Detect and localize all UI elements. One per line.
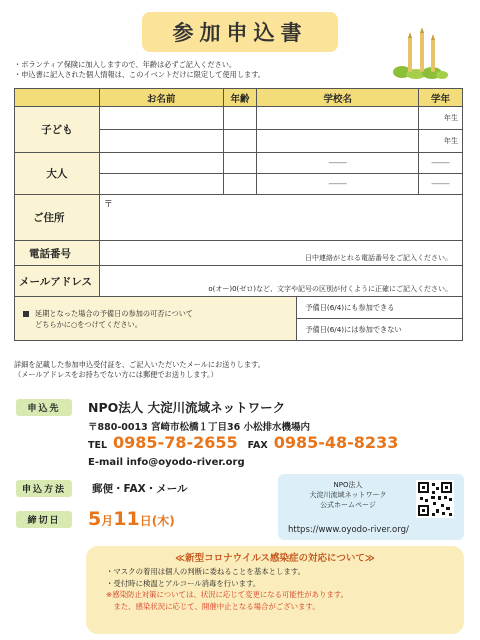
adult-grade-dash: ―― bbox=[419, 174, 463, 195]
deadline-tag: 締切日 bbox=[16, 511, 72, 528]
covid-notice bbox=[86, 546, 464, 634]
header-age: 年齢 bbox=[223, 89, 257, 107]
apply-to-tag: 申込先 bbox=[16, 399, 72, 416]
method-tag: 申込方法 bbox=[16, 480, 72, 497]
confirmation-note bbox=[14, 360, 265, 380]
deadline-day-unit: 日 bbox=[139, 514, 152, 528]
contact-email[interactable]: E-mail info@oyodo-river.org bbox=[88, 457, 245, 468]
adult-school-dash: ―― bbox=[257, 174, 419, 195]
notice-item: ・マスクの着用は個人の判断に委ねることを基本とします。 bbox=[106, 567, 305, 576]
adult-age-field-1[interactable] bbox=[223, 153, 257, 174]
email-hint: o(オー)0(ゼロ)など、文字や記号の区別が付くように正確にご記入ください。 bbox=[208, 285, 452, 293]
phone-label: 電話番号 bbox=[15, 241, 100, 266]
adult-age-field-2[interactable] bbox=[223, 174, 257, 195]
form-notes bbox=[14, 60, 265, 80]
child-name-field-2[interactable] bbox=[99, 130, 223, 153]
notice-title: ≪新型コロナウイルス感染症の対応について≫ bbox=[175, 553, 375, 564]
address-field[interactable] bbox=[99, 195, 462, 241]
tel-number[interactable]: 0985-78-2655 bbox=[113, 433, 238, 452]
backup-yes-option[interactable]: 予備日(6/4)にも参加できる bbox=[297, 297, 463, 319]
form-title: 参加申込書 bbox=[142, 12, 338, 52]
backup-text-2: どちらかに○をつけてください。 bbox=[35, 319, 142, 329]
notice-item: ・受付時に検温とアルコール消毒を行います。 bbox=[106, 578, 261, 588]
deadline-weekday: (木) bbox=[151, 514, 175, 528]
child-label: 子ども bbox=[15, 107, 100, 153]
header-name: お名前 bbox=[99, 89, 223, 107]
header-school: 学校名 bbox=[257, 89, 419, 107]
adult-label: 大人 bbox=[15, 153, 100, 195]
homepage-line: NPO法人 bbox=[333, 481, 363, 489]
note-line: ・ボランティア保険に加入しますので、年齢は必ずご記入ください。 bbox=[14, 60, 237, 69]
phone-field[interactable] bbox=[99, 241, 462, 266]
detail-line: 詳細を記載した参加申込受付証を、ご記入いただいたメールにお送りします。 bbox=[14, 360, 265, 369]
child-school-field-2[interactable] bbox=[257, 130, 419, 153]
organization-name: NPO法人 大淀川流域ネットワーク bbox=[88, 400, 286, 415]
fax-label: FAX bbox=[247, 440, 268, 451]
backup-text-1: 延期となった場合の予備日の参加の可否について bbox=[35, 308, 193, 318]
postal-address: 〒880-0013 宮崎市松橋１丁目36 小松排水機場内 bbox=[88, 422, 311, 433]
application-method: 郵便・FAX・メール bbox=[92, 483, 188, 495]
adult-name-field-1[interactable] bbox=[99, 153, 223, 174]
grade-unit[interactable]: 年生 bbox=[419, 107, 463, 130]
homepage-url[interactable]: https://www.oyodo-river.org/ bbox=[288, 525, 409, 535]
deadline-month: 5 bbox=[88, 508, 102, 530]
note-line: ・申込書に記入された個人情報は、このイベントだけに限定して使用します。 bbox=[14, 70, 265, 79]
tel-fax-row bbox=[88, 433, 408, 452]
detail-line: （メールアドレスをお持ちでない方には郵便でお送りします。） bbox=[14, 370, 218, 379]
child-age-field-1[interactable] bbox=[223, 107, 257, 130]
backup-day-question bbox=[15, 297, 297, 341]
child-age-field-2[interactable] bbox=[223, 130, 257, 153]
notice-warning: また、感染状況に応じて、開催中止となる場合がございます。 bbox=[106, 601, 320, 611]
child-school-field-1[interactable] bbox=[257, 107, 419, 130]
tel-label: TEL bbox=[88, 440, 108, 451]
grade-unit[interactable]: 年生 bbox=[419, 130, 463, 153]
deadline-month-unit: 月 bbox=[101, 514, 114, 528]
notice-list bbox=[106, 566, 348, 612]
adult-name-field-2[interactable] bbox=[99, 174, 223, 195]
header-grade: 学年 bbox=[419, 89, 463, 107]
child-name-field-1[interactable] bbox=[99, 107, 223, 130]
adult-grade-dash: ―― bbox=[419, 153, 463, 174]
application-form-table bbox=[14, 88, 463, 341]
notice-warning: ※感染防止対策については、状況に応じて変更になる可能性があります。 bbox=[106, 590, 348, 599]
email-field[interactable] bbox=[99, 266, 462, 297]
homepage-caption bbox=[292, 480, 404, 510]
deadline-date bbox=[88, 508, 175, 530]
backup-no-option[interactable]: 予備日(6/4)には参加できない bbox=[297, 319, 463, 341]
homepage-line: 大淀川流域ネットワーク bbox=[309, 491, 387, 499]
fax-number[interactable]: 0985-48-8233 bbox=[273, 433, 399, 452]
homepage-line: 公式ホームページ bbox=[320, 501, 376, 509]
homepage-box bbox=[278, 474, 464, 540]
square-bullet-icon bbox=[23, 311, 29, 317]
adult-school-dash: ―― bbox=[257, 153, 419, 174]
qr-code-icon[interactable] bbox=[416, 480, 454, 518]
phone-hint: 日中連絡がとれる電話番号をご記入ください。 bbox=[305, 254, 452, 262]
address-label: ご住所 bbox=[15, 195, 100, 241]
deadline-day: 11 bbox=[113, 508, 140, 530]
asparagus-illustration bbox=[388, 28, 450, 80]
postal-mark: 〒 bbox=[103, 200, 113, 210]
email-label: メールアドレス bbox=[15, 266, 100, 297]
